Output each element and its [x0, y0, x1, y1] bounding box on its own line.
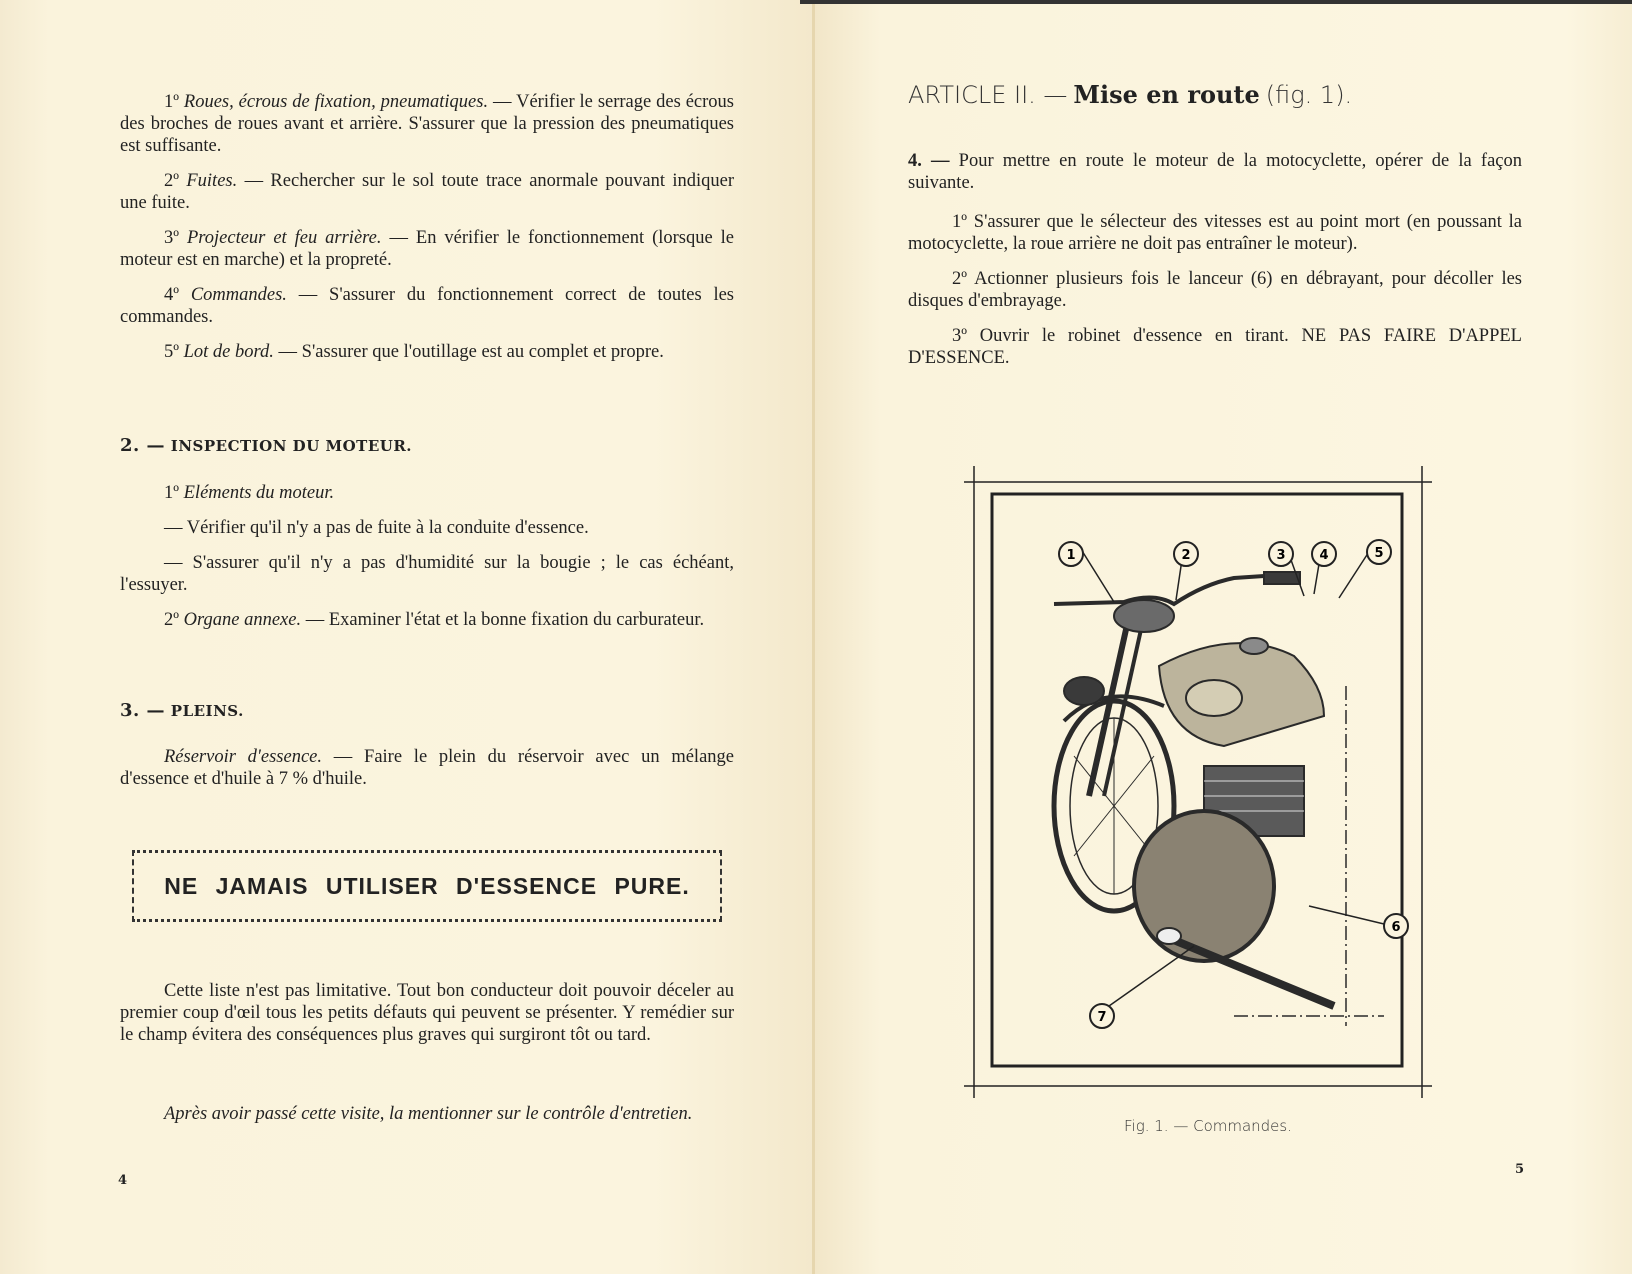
- speedometer: [1114, 600, 1174, 632]
- note-paragraph: Après avoir passé cette visite, la mentionner sur le contrôle d'entretien.: [164, 1104, 693, 1124]
- warning-text: NE JAMAIS UTILISER D'ESSENCE PURE.: [164, 872, 690, 899]
- figure-caption: Fig. 1. — Commandes.: [1124, 1117, 1292, 1135]
- page-number-left: 4: [118, 1173, 128, 1188]
- inspection-line: — Vérifier qu'il n'y a pas de fuite à la conduite d'essence.: [164, 518, 589, 538]
- svg-text:6: 6: [1391, 920, 1401, 935]
- checklist-item: 5º Lot de bord. — S'assurer que l'outillage est au complet et propre.: [164, 342, 664, 362]
- svg-text:3: 3: [1276, 548, 1286, 563]
- footrest: [1164, 936, 1334, 1006]
- crankcase: [1134, 811, 1274, 961]
- figure-motorcycle-controls: [964, 466, 1432, 1098]
- section-heading-fill: 3. — PLEINS.: [120, 700, 244, 721]
- fuel-cap: [1240, 638, 1268, 654]
- startup-step: 3º Ouvrir le robinet d'essence en tirant. NE PAS FAIRE D'APPEL D'ESSENCE.: [908, 326, 1522, 368]
- article-title: ARTICLE II. — Mise en route (fig. 1).: [908, 80, 1353, 109]
- callout-1: [1059, 542, 1083, 566]
- callout-3: [1269, 542, 1293, 566]
- startup-step: 2º Actionner plusieurs fois le lanceur (6) en débrayant, pour décoller les disques d'embrayage.: [908, 269, 1522, 311]
- svg-text:4: 4: [1319, 548, 1329, 563]
- headlamp: [1064, 677, 1104, 705]
- callout-5: [1367, 540, 1391, 564]
- svg-text:5: 5: [1374, 546, 1384, 561]
- checklist-item: 3º Projecteur et feu arrière. — En vérifier le fonctionnement (lorsque le moteur est en marche) et la propreté.: [120, 228, 735, 270]
- checklist-item: 2º Fuites. — Rechercher sur le sol toute trace anormale pouvant indiquer une fuite.: [120, 171, 734, 213]
- fuel-tank-paragraph: Réservoir d'essence. — Faire le plein du réservoir avec un mélange d'essence et d'huile à 7 % d'huile.: [120, 747, 734, 789]
- startup-instructions: [908, 150, 1522, 369]
- handlebar: [1054, 576, 1294, 604]
- section-heading-engine: 2. — INSPECTION DU MOTEUR.: [120, 435, 413, 456]
- engine-inspection: [120, 482, 734, 631]
- checklist-item: 4º Commandes. — S'assurer du fonctionnement correct de toutes les commandes.: [120, 285, 735, 327]
- checklist-item: 1º Roues, écrous de fixation, pneumatiques. — Vérifier le serrage des écrous des broches de roues avant et arrière. S'assurer que la pression des pneumatiques est suffisante.: [120, 92, 735, 156]
- callout-7: [1090, 1004, 1114, 1028]
- callout-leader: [1109, 946, 1194, 1006]
- checklist-items: [120, 91, 734, 363]
- callout-2: [1174, 542, 1198, 566]
- page-number-right: 5: [1515, 1162, 1525, 1177]
- svg-text:1: 1: [1066, 548, 1076, 563]
- callout-6: [1384, 914, 1408, 938]
- inspection-line: — S'assurer qu'il n'y a pas d'humidité sur la bougie ; le cas échéant, l'essuyer.: [120, 553, 734, 595]
- svg-text:2: 2: [1181, 548, 1191, 563]
- callout-4: [1312, 542, 1336, 566]
- book-gutter: [812, 0, 815, 1274]
- page-top-edge: [800, 0, 1632, 4]
- motorcycle-drawing: [1054, 572, 1384, 1026]
- closing-paragraph: Cette liste n'est pas limitative. Tout bon conducteur doit pouvoir déceler au premier coup d'œil tous les petits défauts qui peuvent se présenter. Y remédier sur le champ évitera des conséquences plus graves qui surgiront tôt ou tard.: [120, 981, 734, 1045]
- subsection-paragraph: 2º Organe annexe. — Examiner l'état et la bonne fixation du carburateur.: [164, 610, 705, 630]
- startup-step: 1º S'assurer que le sélecteur des vitesses est au point mort (en poussant la motocyclette, la roue arrière ne doit pas entraîner le moteur).: [908, 212, 1522, 254]
- intro-paragraph: 4. — Pour mettre en route le moteur de la motocyclette, opérer de la façon suivante.: [908, 151, 1522, 193]
- callout-leader: [1079, 546, 1114, 602]
- motorcycle-illustration: [964, 466, 1432, 1098]
- subsection-title: 1º Eléments du moteur.: [164, 483, 335, 503]
- warning-box: [132, 850, 722, 922]
- right-grip: [1264, 572, 1300, 584]
- svg-text:7: 7: [1097, 1010, 1107, 1025]
